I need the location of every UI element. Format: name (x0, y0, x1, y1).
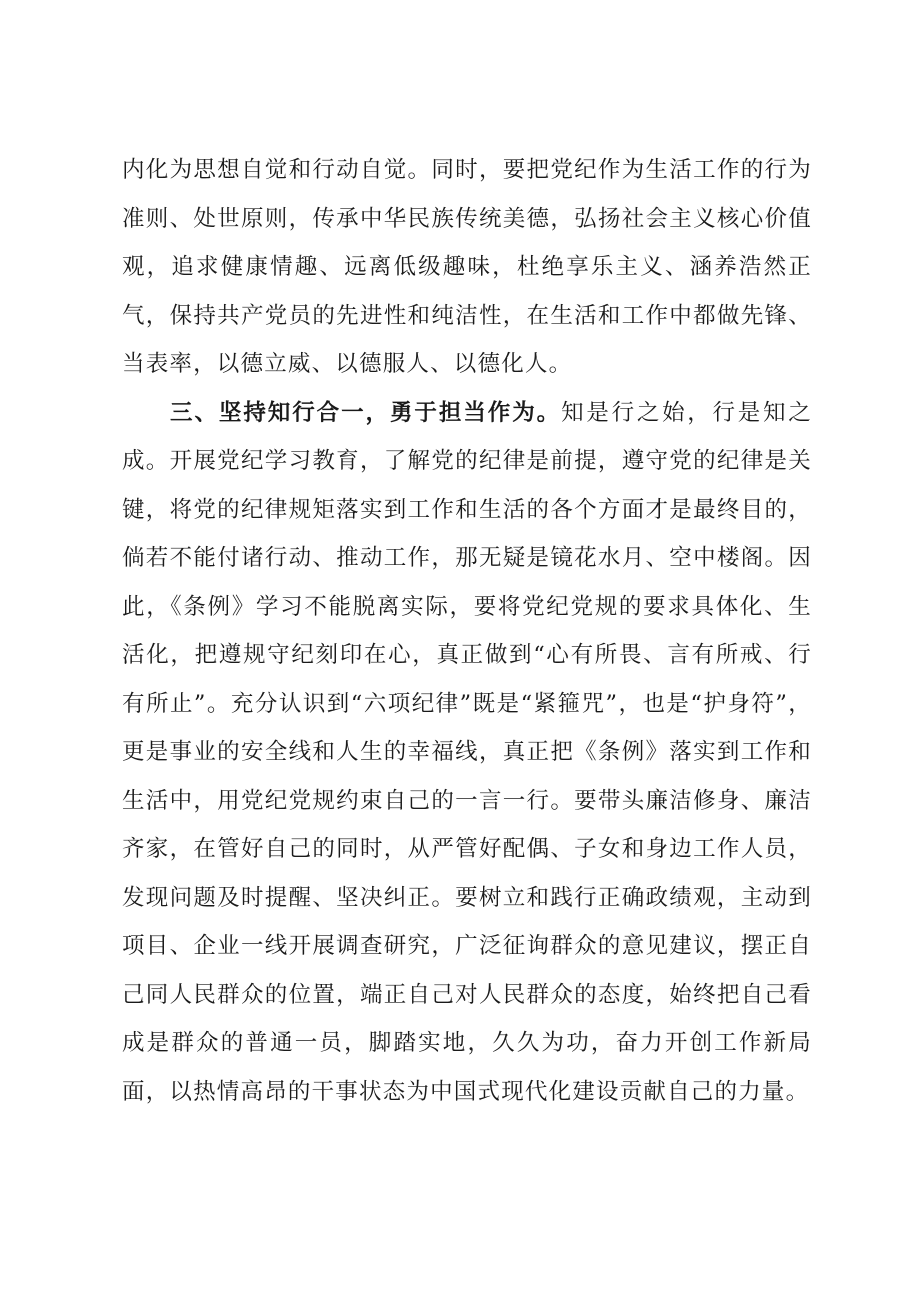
paragraph-section-3 (122, 389, 812, 1117)
paragraph-continued: 内化为思想自觉和行动自觉。同时，要把党纪作为生活工作的行为准则、处世原则，传承中华民族传统美德，弘扬社会主义核心价值观，追求健康情趣、远离低级趣味，杜绝享乐主义、涵养浩然正气，保持共产党员的先进性和纯洁性，在生活和工作中都做先锋、当表率，以德立威、以德服人、以德化人。 (122, 157, 812, 377)
section-heading: 三、坚持知行合一，勇于担当作为。 (170, 399, 562, 426)
document-page (122, 146, 812, 1116)
section-body: 知是行之始，行是知之成。开展党纪学习教育，了解党的纪律是前提，遵守党的纪律是关键，将党的纪律规矩落实到工作和生活的各个方面才是最终目的，倘若不能付诸行动、推动工作，那无疑是镜花水月、空中楼阁。因此，《条例》学习不能脱离实际，要将党纪党规的要求具体化、生活化，把遵规守纪刻印在心，真正做到“心有所畏、言有所戒、行有所止”。充分认识到“六项纪律”既是“紧箍咒”，也是“护身符”，更是事业的安全线和人生的幸福线，真正把《条例》落实到工作和生活中，用党纪党规约束自己的一言一行。要带头廉洁修身、廉洁齐家，在管好自己的同时，从严管好配偶、子女和身边工作人员，发现问题及时提醒、坚决纠正。要树立和践行正确政绩观，主动到项目、企业一线开展调查研究，广泛征询群众的意见建议，摆正自己同人民群众的位置，端正自己对人民群众的态度，始终把自己看成是群众的普通一员，脚踏实地，久久为功，奋力开创工作新局面，以热情高昂的干事状态为中国式现代化建设贡献自己的力量。 (122, 399, 812, 1105)
